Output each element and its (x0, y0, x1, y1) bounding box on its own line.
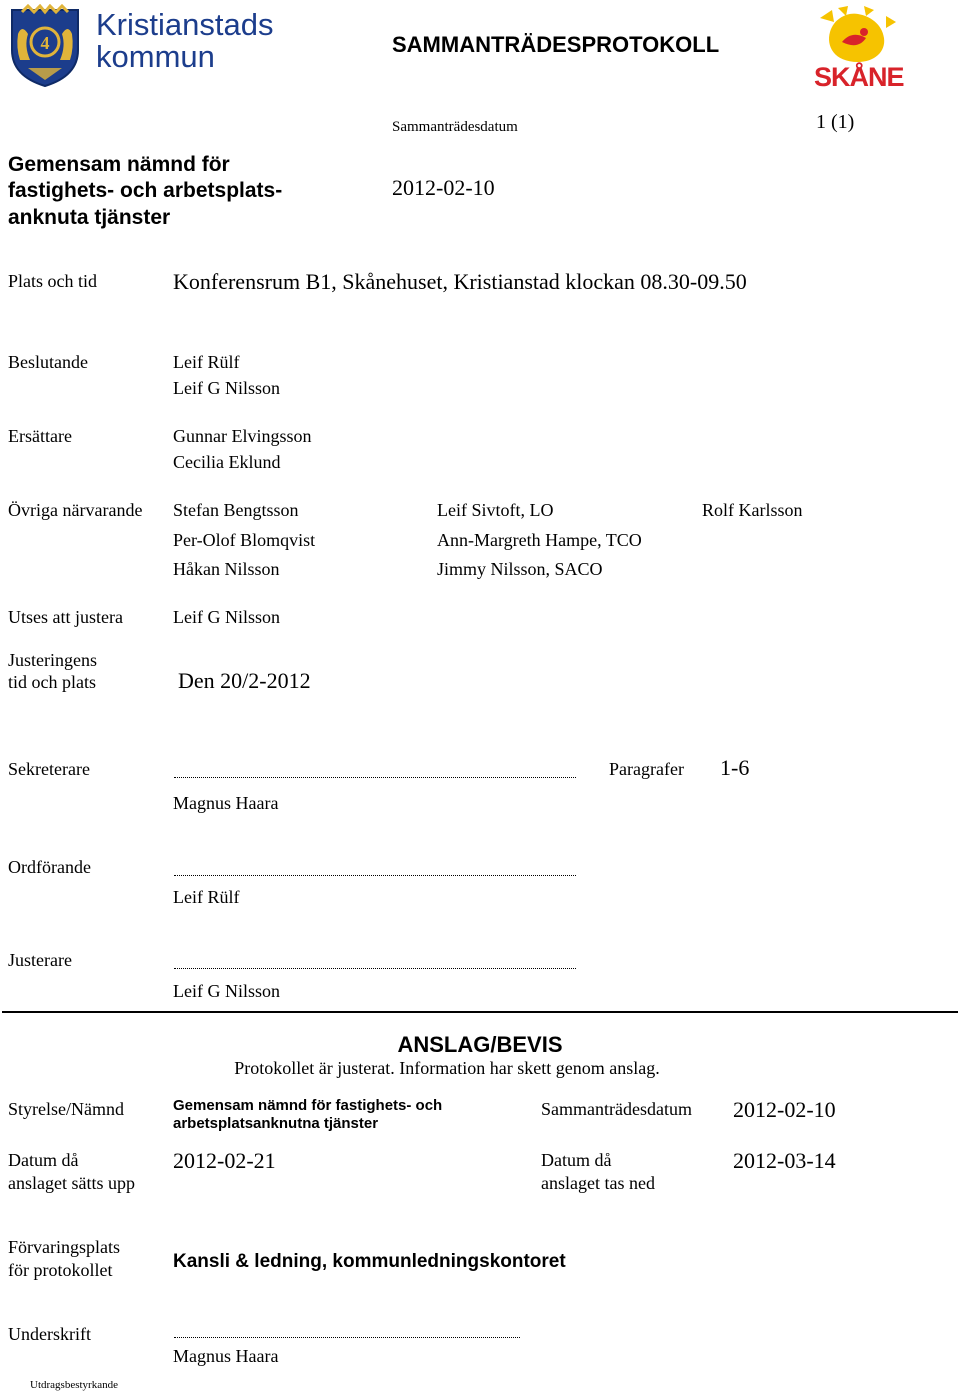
others-present-label: Övriga närvarande (8, 500, 143, 520)
others-present-name: Håkan Nilsson (173, 559, 280, 579)
adjustment-time-label-line2: tid och plats (8, 672, 96, 692)
board-value-line1: Gemensam nämnd för fastighets- och (173, 1097, 443, 1114)
board-label: Styrelse/Nämnd (8, 1099, 124, 1119)
chair-name: Leif Rülf (173, 887, 240, 907)
chair-label: Ordförande (8, 857, 91, 877)
posted-label-line2: anslaget sätts upp (8, 1173, 135, 1193)
meeting-date: 2012-02-10 (392, 175, 495, 200)
logo-name-line2: kommun (96, 39, 215, 74)
meeting-date-label: Sammanträdesdatum (392, 119, 518, 135)
secretary-name: Magnus Haara (173, 793, 279, 813)
committee-name-line2: fastighets- och arbetsplats- (8, 179, 283, 202)
certifier-label: Utdragsbestyrkande (30, 1379, 118, 1391)
deciding-member: Leif Rülf (173, 352, 240, 372)
svg-text:4: 4 (40, 33, 50, 53)
adjustment-time-label-line1: Justeringens (8, 650, 97, 670)
adjuster-label: Justerare (8, 950, 72, 970)
selected-adjuster-label: Utses att justera (8, 607, 123, 627)
others-present-name: Leif Sivtoft, LO (437, 500, 554, 520)
skane-logo-text: SKÅNE (814, 62, 904, 92)
secretary-signature-line (174, 777, 576, 778)
storage-label-line2: för protokollet (8, 1260, 113, 1280)
region-skane-logo (812, 6, 904, 92)
others-present-name: Stefan Bengtsson (173, 500, 299, 520)
document-type: SAMMANTRÄDESPROTOKOLL (392, 32, 720, 57)
secretary-label: Sekreterare (8, 759, 90, 779)
storage-label-line1: Förvaringsplats (8, 1237, 120, 1257)
signature-label: Underskrift (8, 1324, 91, 1344)
kommun-logo (8, 4, 288, 88)
substitute-member: Cecilia Eklund (173, 452, 281, 472)
notice-meeting-date-label: Sammanträdesdatum (541, 1099, 692, 1119)
deciding-member: Leif G Nilsson (173, 378, 280, 398)
skane-griffin-icon (812, 6, 904, 66)
paragraphs-label: Paragrafer (609, 759, 684, 779)
substitutes-label: Ersättare (8, 426, 72, 446)
notice-signature-line (174, 1337, 520, 1338)
posted-label-line1: Datum då (8, 1150, 79, 1170)
others-present-name: Ann-Margreth Hampe, TCO (437, 530, 642, 550)
substitute-member: Gunnar Elvingsson (173, 426, 312, 446)
storage-value: Kansli & ledning, kommunledningskontoret (173, 1251, 566, 1272)
notice-title: ANSLAG/BEVIS (397, 1032, 563, 1057)
logo-name-line1: Kristianstads (96, 7, 274, 42)
coat-of-arms-icon (8, 4, 82, 88)
page-number: 1 (1) (816, 111, 855, 133)
removed-label-line1: Datum då (541, 1150, 612, 1170)
adjuster-signature-line (174, 968, 576, 969)
removed-label-line2: anslaget tas ned (541, 1173, 655, 1193)
board-value-line2: arbetsplatsanknutna tjänster (173, 1115, 379, 1132)
posted-date: 2012-02-21 (173, 1148, 276, 1173)
section-divider (2, 1011, 958, 1013)
removed-date: 2012-03-14 (733, 1148, 836, 1173)
place-label: Plats och tid (8, 271, 97, 291)
committee-name-line1: Gemensam nämnd för (8, 153, 230, 176)
notice-signature-name: Magnus Haara (173, 1346, 279, 1366)
others-present-name: Per-Olof Blomqvist (173, 530, 316, 550)
deciding-label: Beslutande (8, 352, 88, 372)
paragraphs-value: 1-6 (720, 755, 750, 780)
selected-adjuster-value: Leif G Nilsson (173, 607, 280, 627)
place-value: Konferensrum B1, Skånehuset, Kristianstad klockan 08.30-09.50 (173, 269, 747, 294)
notice-subtitle: Protokollet är justerat. Information har skett genom anslag. (234, 1058, 660, 1078)
others-present-name: Jimmy Nilsson, SACO (437, 559, 603, 579)
committee-name-line3: anknuta tjänster (8, 206, 171, 229)
notice-meeting-date: 2012-02-10 (733, 1097, 836, 1122)
others-present-name: Rolf Karlsson (702, 500, 803, 520)
adjustment-time-value: Den 20/2-2012 (178, 668, 311, 693)
chair-signature-line (174, 875, 576, 876)
adjuster-name: Leif G Nilsson (173, 981, 280, 1001)
